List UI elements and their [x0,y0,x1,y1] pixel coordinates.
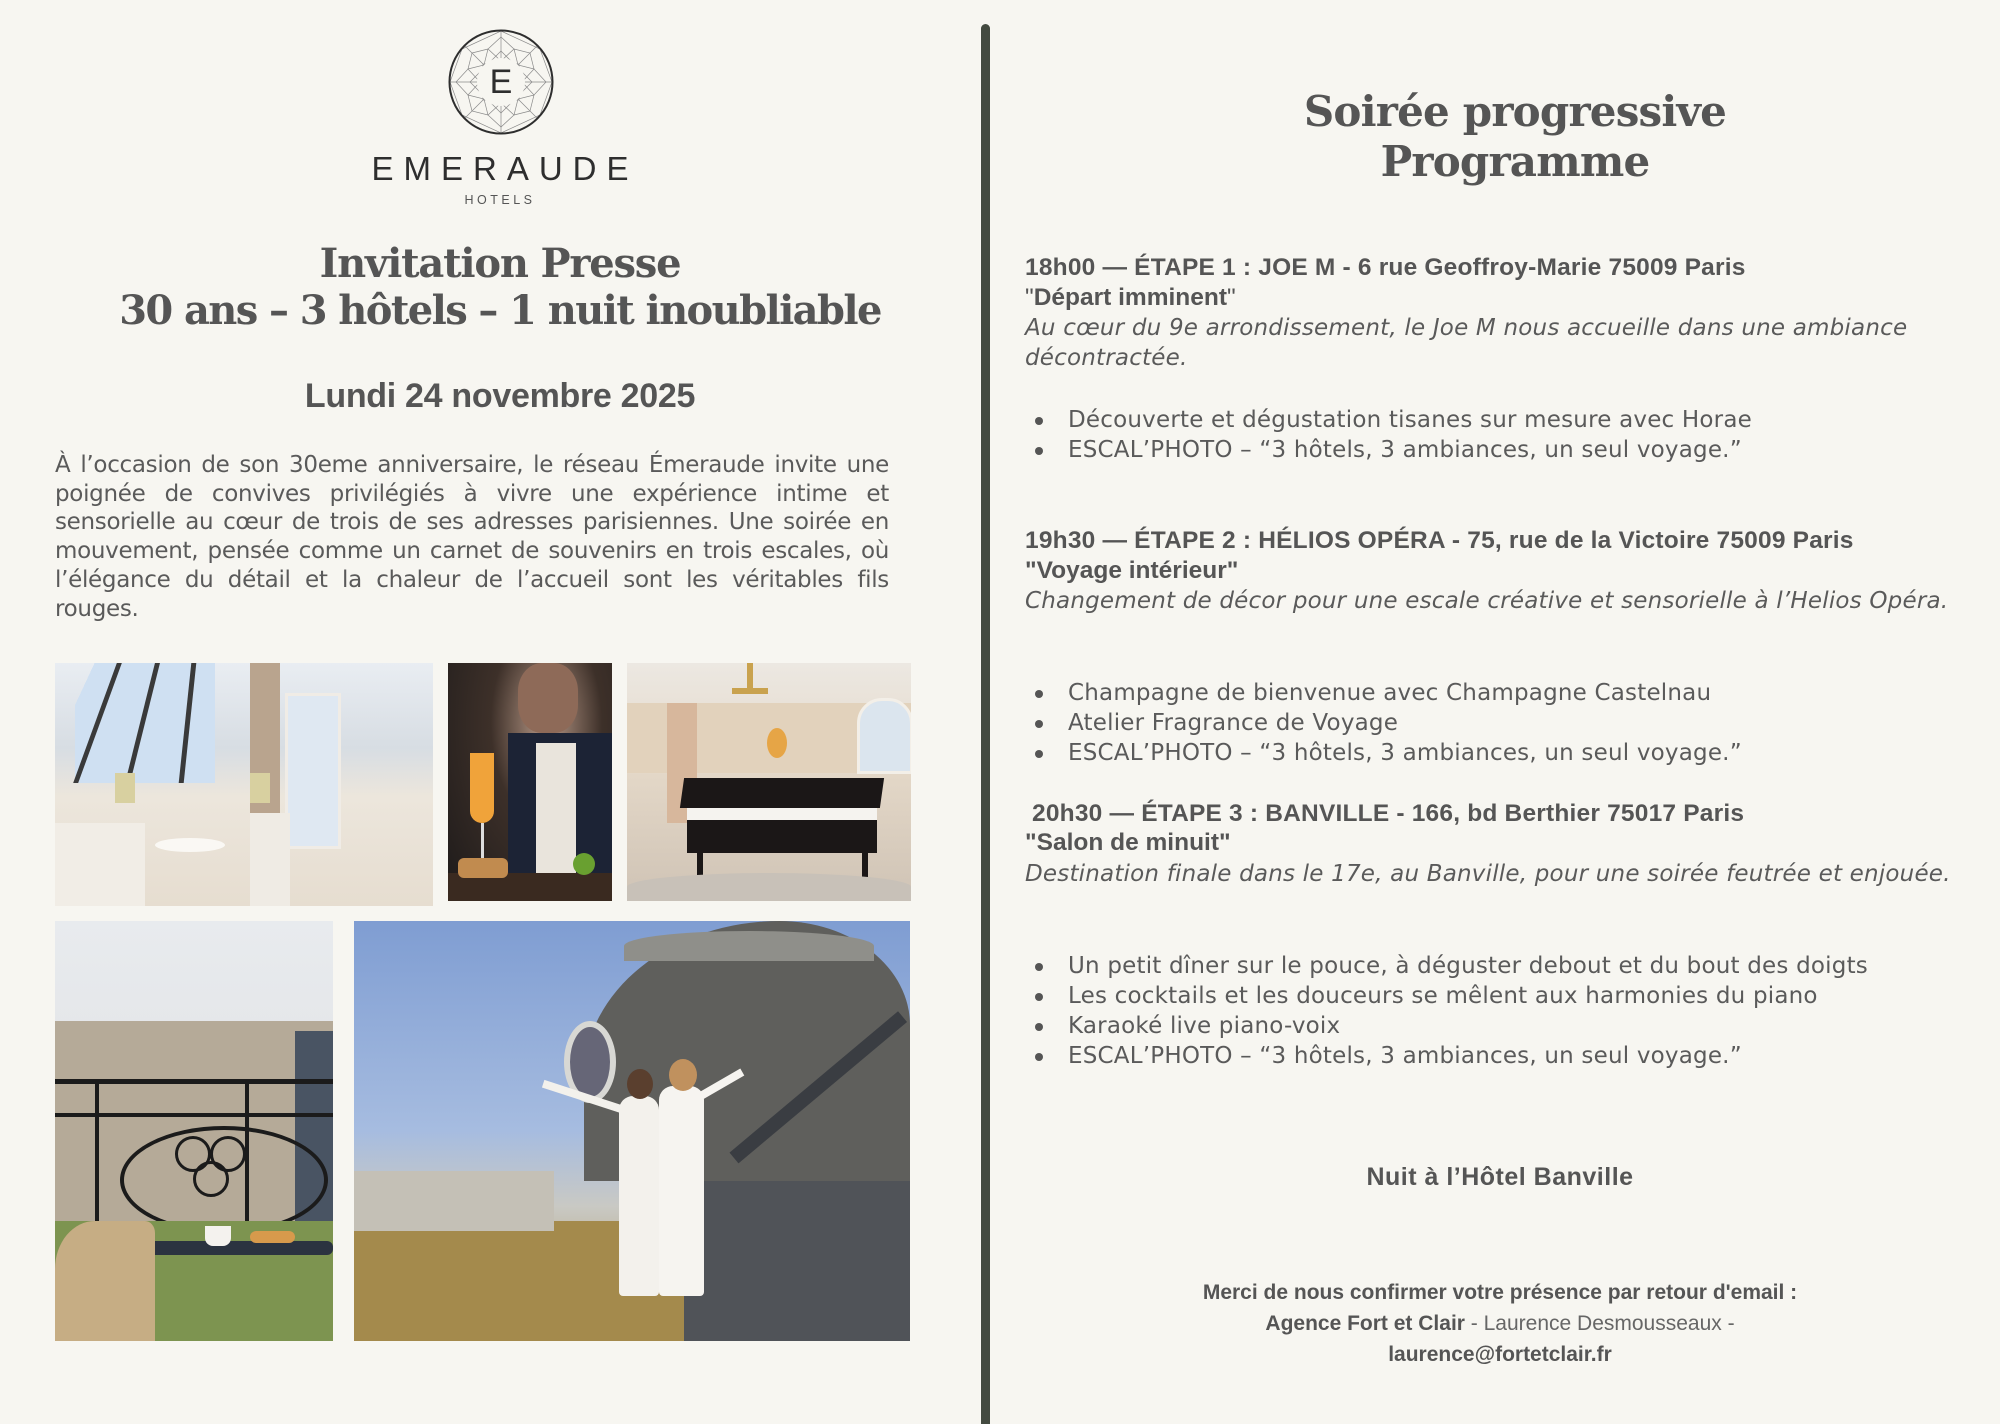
rsvp-email-link[interactable]: laurence@fortetclair.fr [1388,1343,1612,1366]
list-item: ESCAL’PHOTO – “3 hôtels, 3 ambiances, un seul voyage.” [1068,738,2000,768]
intro-paragraph: À l’occasion de son 30eme anniversaire, le réseau Émeraude invite une poignée de convives privilégiés à vivre une expérience intime et sensorielle au cœur de trois de ses adresses parisiennes. Une soirée en mouvement, pensée comme un carnet de souvenirs en trois escales, où l’élégance du détail et la chaleur de l’accueil sont les véritables fils rouges. [55,452,889,622]
list-item: ESCAL’PHOTO – “3 hôtels, 3 ambiances, un seul voyage.” [1068,1041,1998,1071]
hotel-room-skylight-photo [55,663,433,906]
rsvp-prompt: Merci de nous confirmer votre présence par retour d'email : [1202,1281,1798,1304]
programme-title-line1: Soirée progressive [1303,87,1727,136]
brand-subtitle: HOTELS [464,193,536,207]
bartender-cocktail-photo [448,663,612,901]
list-item: ESCAL’PHOTO – “3 hôtels, 3 ambiances, un seul voyage.” [1068,435,2000,465]
programme-title [1240,87,1790,187]
list-item: Découverte et dégustation tisanes sur mesure avec Horae [1068,405,2000,435]
quote-open: " [1025,284,1034,311]
quote-close: " [1227,284,1236,311]
invitation-title: Invitation Presse [319,240,681,287]
list-item: Karaoké live piano-voix [1068,1011,1998,1041]
logo-letter: E [489,63,513,101]
rsvp-contact-line [1100,1309,1900,1339]
list-item: Atelier Fragrance de Voyage [1068,708,2000,738]
stage-3-activities [1025,951,1998,1071]
stage-1-subtitle-text: Départ imminent [1033,284,1228,311]
balcony-breakfast-photo [55,921,333,1341]
salon-piano-photo [627,663,911,901]
overnight-stay-note: Nuit à l’Hôtel Banville [1366,1163,1634,1191]
stage-1-description: Au cœur du 9e arrondissement, le Joe M nous accueille dans une ambiance décontractée. [1025,315,1908,371]
stage-2-subtitle: "Voyage intérieur" [1025,557,1239,584]
list-item: Champagne de bienvenue avec Champagne Castelnau [1068,678,2000,708]
agency-name: Agence Fort et Clair [1265,1312,1465,1335]
event-date: Lundi 24 novembre 2025 [304,377,696,415]
invitation-tagline: 30 ans – 3 hôtels – 1 nuit inoubliable [119,287,881,334]
stage-2-activities [1025,678,2000,768]
stage-3-heading: 20h30 — ÉTAPE 3 : BANVILLE - 166, bd Berthier 75017 Paris [1025,800,1745,827]
brand-wordmark: EMERAUDE [371,150,639,187]
list-item: Les cocktails et les douceurs se mêlent aux harmonies du piano [1068,981,1998,1011]
list-item: Un petit dîner sur le pouce, à déguster debout et du bout des doigts [1068,951,1998,981]
separator: - [1721,1312,1735,1335]
column-divider [981,24,990,1424]
stage-1-activities [1025,405,2000,465]
stage-1-subtitle [1025,283,1236,313]
rooftop-guests-photo [354,921,910,1341]
programme-title-line2: Programme [1380,137,1650,186]
stage-2-heading: 19h30 — ÉTAPE 2 : HÉLIOS OPÉRA - 75, rue de la Victoire 75009 Paris [1025,527,1854,554]
stage-3-description: Destination finale dans le 17e, au Banville, pour une soirée feutrée et enjouée. [1025,861,1951,887]
contact-person: Laurence Desmousseaux [1483,1312,1722,1335]
separator: - [1464,1312,1484,1335]
stage-2-description: Changement de décor pour une escale créative et sensorielle à l’Helios Opéra. [1025,588,1949,614]
stage-3-subtitle: "Salon de minuit" [1025,829,1231,856]
stage-1-heading: 18h00 — ÉTAPE 1 : JOE M - 6 rue Geoffroy-Marie 75009 Paris [1025,254,1746,281]
